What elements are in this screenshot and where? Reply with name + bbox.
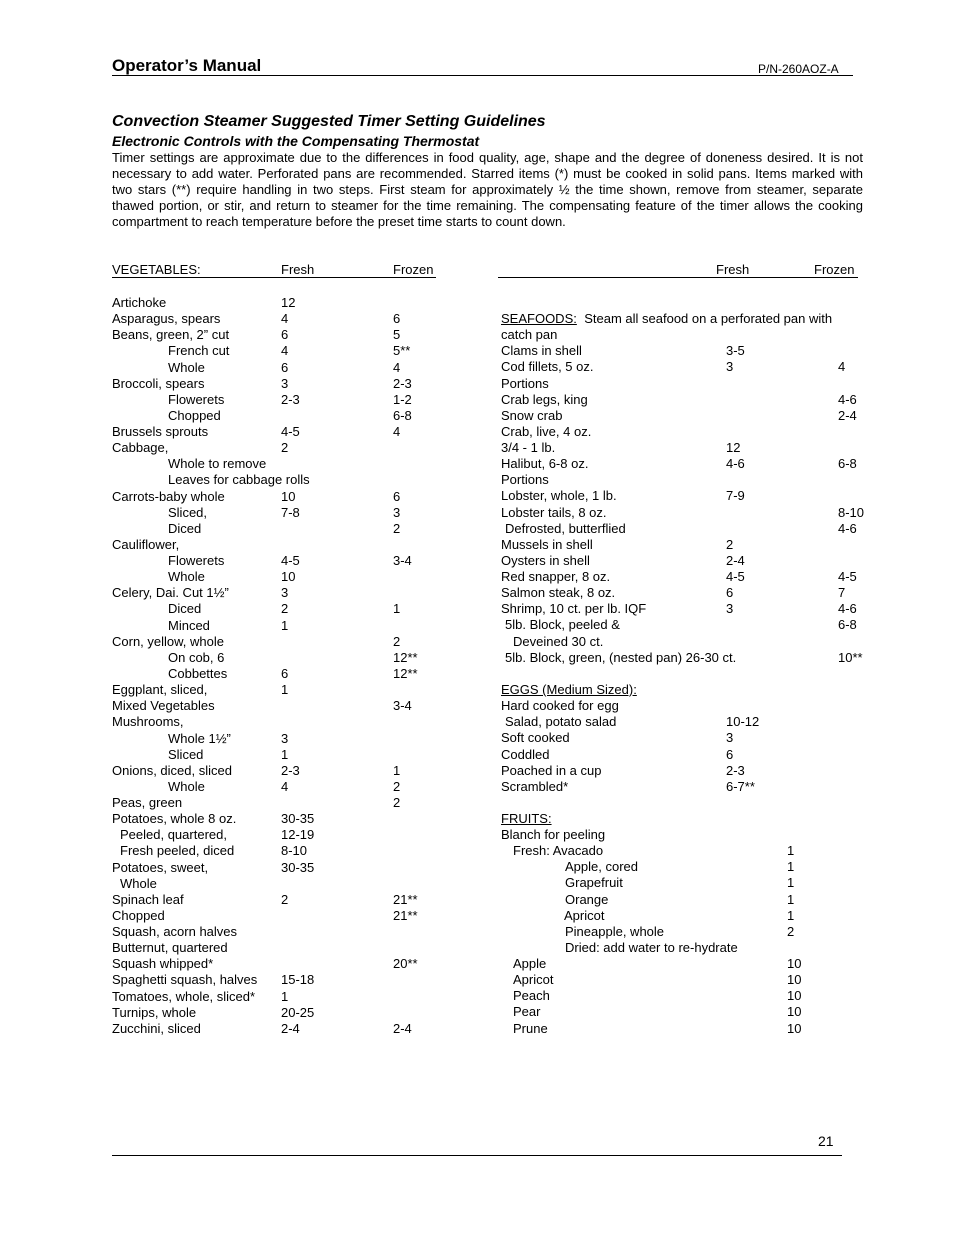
- table-row: [501, 730, 871, 746]
- item-name: Portions: [501, 375, 549, 391]
- fresh-time: 3: [281, 585, 289, 601]
- table-row: [112, 860, 452, 876]
- frozen-time: 21**: [393, 907, 418, 923]
- table-row: [112, 360, 452, 376]
- footer-rule: [112, 1155, 842, 1156]
- fresh-time: 6: [726, 585, 734, 601]
- item-name: On cob, 6: [168, 649, 225, 665]
- item-name: Celery, Dai. Cut 1½”: [112, 585, 229, 601]
- item-name: Snow crab: [501, 407, 563, 423]
- frozen-time: 2: [393, 795, 401, 811]
- frozen-time: 4: [393, 424, 401, 440]
- item-name: Cobbettes: [168, 665, 228, 681]
- frozen-time: 6: [393, 488, 401, 504]
- table-row: [501, 456, 871, 472]
- fruit-time: 10: [787, 1004, 802, 1020]
- frozen-time: 12**: [393, 649, 418, 665]
- frozen-time: 12**: [393, 665, 418, 681]
- frozen-time: 5: [393, 327, 401, 343]
- table-row: [112, 763, 452, 779]
- item-name: Diced: [168, 601, 202, 617]
- item-name: Peas, green: [112, 795, 183, 811]
- item-name: Zucchini, sliced: [112, 1020, 201, 1036]
- fresh-time: 2-3: [726, 762, 745, 778]
- item-name: Potatoes, whole 8 oz.: [112, 811, 237, 827]
- fresh-time: 4: [281, 311, 289, 327]
- table-row: [501, 327, 871, 343]
- fresh-time: 3: [726, 359, 734, 375]
- fresh-time: 1: [281, 617, 289, 633]
- item-name: Squash, acorn halves: [112, 924, 238, 940]
- item-name: Soft cooked: [501, 730, 570, 746]
- fresh-time: 3: [726, 730, 734, 746]
- table-row: [112, 440, 452, 456]
- fruit-time: 10: [787, 972, 802, 988]
- item-name: Lobster, whole, 1 lb.: [501, 488, 617, 504]
- item-name: Scrambled*: [501, 778, 569, 794]
- item-name: Flowerets: [168, 391, 225, 407]
- frozen-time: 2: [393, 520, 401, 536]
- item-name: Crab legs, king: [501, 391, 588, 407]
- item-name: Broccoli, spears: [112, 375, 205, 391]
- frozen-time: 6-8: [838, 456, 857, 472]
- fruit-name: Pear: [513, 1004, 541, 1020]
- frozen-time: 4-6: [838, 520, 857, 536]
- table-row: [112, 940, 452, 956]
- frozen-time: 6: [393, 311, 401, 327]
- fruit-time: 1: [787, 843, 795, 859]
- frozen-time: 1: [393, 762, 401, 778]
- list-item: [501, 843, 801, 859]
- fresh-time: 10-12: [726, 714, 760, 730]
- fruit-time: 10: [787, 988, 802, 1004]
- item-name: Eggplant, sliced,: [112, 682, 208, 698]
- fresh-time: 4-6: [726, 456, 745, 472]
- item-name: Spaghetti squash, halves: [112, 972, 258, 988]
- fresh-time: 3-5: [726, 343, 745, 359]
- item-name: Halibut, 6-8 oz.: [501, 456, 589, 472]
- fruit-name: Fresh: Avacado: [513, 843, 604, 859]
- item-name: SEAFOODS:: [501, 311, 577, 326]
- table-row: [501, 617, 871, 633]
- frozen-time: 3: [393, 504, 401, 520]
- table-row: [112, 779, 452, 795]
- table-row: [501, 585, 871, 601]
- vegetables-header: [112, 262, 442, 278]
- fruit-name: Apple: [513, 956, 547, 972]
- table-row: [112, 924, 452, 940]
- fresh-time: 30-35: [281, 811, 315, 827]
- table-row: [112, 714, 452, 730]
- item-name: Potatoes, sweet,: [112, 859, 209, 875]
- item-name: Mushrooms,: [112, 714, 184, 730]
- vegetables-heading: VEGETABLES:: [112, 262, 201, 277]
- item-name: Lobster tails, 8 oz.: [501, 504, 607, 520]
- frozen-time: 5**: [393, 343, 411, 359]
- table-row: [112, 1021, 452, 1037]
- table-row: [112, 989, 452, 1005]
- item-name: Whole 1½”: [168, 730, 231, 746]
- fruit-name: Apricot: [564, 907, 605, 923]
- fresh-time: 2: [281, 440, 289, 456]
- fruit-time: 1: [787, 891, 795, 907]
- fresh-time: 12: [726, 440, 741, 456]
- item-name: Whole: [120, 875, 157, 891]
- frozen-time: 20**: [393, 956, 418, 972]
- frozen-time: 2: [393, 633, 401, 649]
- table-row: [501, 311, 871, 327]
- table-row: [112, 311, 452, 327]
- table-row: [112, 392, 452, 408]
- table-row: [112, 521, 452, 537]
- list-item: [501, 827, 801, 843]
- fruit-name: Dried: add water to re-hydrate: [565, 939, 738, 955]
- item-name: Diced: [168, 520, 202, 536]
- item-name: catch pan: [501, 327, 558, 343]
- intro-text: Timer settings are approximate due to the differences in food quality, age, shape and the degree of doneness desired. It is not necessary to add water. Perforated pans are recommended. Starred items (*) must be cooked in solid pans. Items marked with two stars (**) require handling in two steps. First steam for approximately ½ the time shown, remove from steamer, separate thawed portion, or stir, and return to steamer for the time remaining. The compensating feature of the timer allows the cooking compartment to reach temperature before the preset time starts to count down.: [112, 150, 863, 230]
- fresh-time: 2: [281, 601, 289, 617]
- fresh-time: 10: [281, 569, 296, 585]
- table-row: [112, 376, 452, 392]
- fresh-time: 10: [281, 488, 296, 504]
- table-row: [112, 585, 452, 601]
- table-row: [112, 327, 452, 343]
- item-name: Oysters in shell: [501, 552, 590, 568]
- part-number: P/N-260AOZ-A: [758, 62, 839, 76]
- frozen-time: 2-3: [393, 375, 412, 391]
- table-row: [112, 843, 452, 859]
- fruit-name: Blanch for peeling: [501, 827, 606, 842]
- table-row: [501, 359, 871, 375]
- list-item: [501, 988, 801, 1004]
- list-item: [501, 972, 801, 988]
- item-name: Whole to remove: [168, 456, 267, 472]
- item-name: Defrosted, butterflied: [505, 520, 626, 536]
- item-name: Tomatoes, whole, sliced*: [112, 988, 256, 1004]
- item-name: Cod fillets, 5 oz.: [501, 359, 594, 375]
- vegetables-header-rule: [112, 277, 436, 278]
- item-name: Shrimp, 10 ct. per lb. IQF: [501, 601, 647, 617]
- table-row: [501, 666, 871, 682]
- table-row: [112, 876, 452, 892]
- fresh-time: 3: [281, 375, 289, 391]
- table-row: [501, 795, 871, 811]
- fresh-time: 3: [281, 730, 289, 746]
- table-row: [112, 827, 452, 843]
- item-name: Leaves for cabbage rolls: [168, 472, 310, 488]
- item-name: Chopped: [112, 907, 165, 923]
- item-name: EGGS (Medium Sized):: [501, 681, 637, 697]
- fresh-time: 4-5: [726, 569, 745, 585]
- item-name: Whole: [168, 778, 205, 794]
- fruit-time: 10: [787, 1020, 802, 1036]
- table-row: [501, 569, 871, 585]
- fresh-time: 1: [281, 988, 289, 1004]
- table-row: [501, 376, 871, 392]
- fruit-name: Peach: [513, 988, 550, 1004]
- fresh-time: 6: [281, 327, 289, 343]
- list-item: [501, 859, 801, 875]
- table-row: [112, 553, 452, 569]
- section-subtitle: Electronic Controls with the Compensating Thermostat: [112, 133, 480, 149]
- table-row: [112, 892, 452, 908]
- table-row: [112, 537, 452, 553]
- table-row: [112, 956, 452, 972]
- list-item: [501, 875, 801, 891]
- frozen-col-header: Frozen: [393, 262, 434, 277]
- table-row: [112, 1005, 452, 1021]
- item-name: 5lb. Block, peeled &: [505, 617, 620, 633]
- right-fresh-col-header: Fresh: [716, 262, 750, 277]
- fresh-time: 8-10: [281, 843, 308, 859]
- table-row: [501, 488, 871, 504]
- item-name: Flowerets: [168, 553, 225, 569]
- frozen-time: 4: [838, 359, 846, 375]
- table-row: [112, 908, 452, 924]
- item-name: Whole: [168, 359, 205, 375]
- item-name: Coddled: [501, 746, 550, 762]
- frozen-time: 4: [393, 359, 401, 375]
- frozen-time: 2-4: [393, 1020, 412, 1036]
- fresh-time: 2: [281, 891, 289, 907]
- item-name: Cauliflower,: [112, 536, 180, 552]
- table-row: [112, 682, 452, 698]
- table-row: [501, 811, 871, 827]
- fresh-time: 15-18: [281, 972, 315, 988]
- item-name: Butternut, quartered: [112, 940, 228, 956]
- frozen-time: 21**: [393, 891, 418, 907]
- fresh-time: 6-7**: [726, 778, 755, 794]
- table-row: [112, 472, 452, 488]
- table-row: [112, 972, 452, 988]
- item-name: Squash whipped*: [112, 956, 214, 972]
- item-name: Poached in a cup: [501, 762, 602, 778]
- list-item: [501, 908, 801, 924]
- fresh-time: 4-5: [281, 553, 300, 569]
- heading-note: Steam all seafood on a perforated pan with: [577, 311, 833, 326]
- fresh-time: 12: [281, 295, 296, 310]
- table-row: [112, 650, 452, 666]
- fresh-time: 7-9: [726, 488, 745, 504]
- fresh-time: 1: [281, 682, 289, 698]
- item-name: Carrots-baby whole: [112, 488, 225, 504]
- fresh-time: 30-35: [281, 859, 315, 875]
- table-row: [112, 666, 452, 682]
- table-row: [501, 537, 871, 553]
- fruit-time: 10: [787, 956, 802, 972]
- table-row: [501, 343, 871, 359]
- item-name: Deveined 30 ct.: [513, 633, 604, 649]
- fruit-name: Grapefruit: [565, 875, 623, 891]
- list-item: [501, 924, 801, 940]
- table-row: [112, 456, 452, 472]
- item-name: Whole: [168, 569, 205, 585]
- table-row: [112, 618, 452, 634]
- item-name: Chopped: [168, 407, 221, 423]
- table-row: [501, 505, 871, 521]
- frozen-time: 10**: [838, 649, 863, 665]
- item-name: Spinach leaf: [112, 891, 184, 907]
- fruit-time: 1: [787, 907, 795, 923]
- fresh-time: 12-19: [281, 827, 315, 843]
- table-row: [501, 440, 871, 456]
- list-item: [501, 940, 801, 956]
- fresh-time: 2-4: [726, 552, 745, 568]
- item-name: French cut: [168, 343, 230, 359]
- list-item: [501, 892, 801, 908]
- right-table-header: [498, 262, 862, 278]
- section-title: Convection Steamer Suggested Timer Setting Guidelines: [112, 113, 546, 130]
- item-name: Onions, diced, sliced: [112, 762, 232, 778]
- item-name: Turnips, whole: [112, 1004, 197, 1020]
- table-row: [501, 747, 871, 763]
- table-row: [112, 408, 452, 424]
- table-row: [112, 424, 452, 440]
- right-frozen-col-header: Frozen: [814, 262, 855, 277]
- table-row: [112, 489, 452, 505]
- item-name: Red snapper, 8 oz.: [501, 569, 611, 585]
- table-row: [112, 295, 452, 311]
- fresh-time: 20-25: [281, 1004, 315, 1020]
- item-name: Mussels in shell: [501, 536, 593, 552]
- fresh-time: 4-5: [281, 424, 300, 440]
- right-header-rule: [498, 277, 858, 278]
- item-name: Corn, yellow, whole: [112, 633, 224, 649]
- fresh-time: 7-8: [281, 504, 300, 520]
- table-row: [112, 811, 452, 827]
- fresh-time: 2-3: [281, 391, 300, 407]
- fruit-time: 1: [787, 875, 795, 891]
- frozen-time: 2-4: [838, 407, 857, 423]
- fresh-time: 6: [281, 359, 289, 375]
- fruit-name: Prune: [513, 1020, 548, 1036]
- item-name: Salmon steak, 8 oz.: [501, 585, 616, 601]
- frozen-time: 2: [393, 778, 401, 794]
- item-name: FRUITS:: [501, 811, 552, 827]
- table-row: [501, 472, 871, 488]
- item-name: Hard cooked for egg: [501, 698, 619, 714]
- fresh-time: 6: [281, 665, 289, 681]
- frozen-time: 4-6: [838, 391, 857, 407]
- table-row: [501, 601, 871, 617]
- fresh-col-header: Fresh: [281, 262, 315, 277]
- table-row: [501, 392, 871, 408]
- header-rule: [112, 75, 853, 76]
- fresh-time: 3: [726, 601, 734, 617]
- table-row: [501, 682, 871, 698]
- table-row: [112, 601, 452, 617]
- table-row: [112, 343, 452, 359]
- table-row: [501, 698, 871, 714]
- table-row: [501, 424, 871, 440]
- item-name: 3/4 - 1 lb.: [501, 440, 556, 456]
- item-name: Mixed Vegetables: [112, 698, 215, 714]
- fresh-time: 4: [281, 343, 289, 359]
- fresh-time: 6: [726, 746, 734, 762]
- table-row: [501, 634, 871, 650]
- page-number: 21: [818, 1133, 834, 1149]
- frozen-time: 1: [393, 601, 401, 617]
- table-row: [112, 747, 452, 763]
- fruit-name: Pineapple, whole: [565, 923, 665, 939]
- intro-paragraph: [112, 150, 863, 230]
- item-name: Artichoke: [112, 295, 167, 310]
- table-row: [112, 569, 452, 585]
- fruit-time: 1: [787, 859, 795, 875]
- item-name: Cabbage,: [112, 440, 169, 456]
- table-row: [501, 763, 871, 779]
- frozen-time: 3-4: [393, 553, 412, 569]
- manual-title: Operator’s Manual: [112, 56, 262, 75]
- frozen-time: 6-8: [838, 617, 857, 633]
- item-name: Peeled, quartered,: [120, 827, 227, 843]
- frozen-time: 7: [838, 585, 846, 601]
- item-name: Minced: [168, 617, 210, 633]
- fresh-time: 1: [281, 746, 289, 762]
- item-name: Fresh peeled, diced: [120, 843, 235, 859]
- frozen-time: 6-8: [393, 407, 412, 423]
- item-name: Clams in shell: [501, 343, 582, 359]
- table-row: [112, 505, 452, 521]
- frozen-time: 1-2: [393, 391, 412, 407]
- table-row: [501, 650, 871, 666]
- table-row: [112, 731, 452, 747]
- item-name: Brussels sprouts: [112, 424, 209, 440]
- list-item: [501, 1021, 801, 1037]
- table-row: [112, 634, 452, 650]
- frozen-time: 4-6: [838, 601, 857, 617]
- table-row: [501, 779, 871, 795]
- table-row: [501, 553, 871, 569]
- fresh-time: 2-4: [281, 1020, 300, 1036]
- fresh-time: 2: [726, 536, 734, 552]
- frozen-time: 8-10: [838, 504, 865, 520]
- list-item: [501, 1004, 801, 1020]
- item-name: Sliced,: [168, 504, 208, 520]
- fresh-time: 2-3: [281, 762, 300, 778]
- item-name: Sliced: [168, 746, 204, 762]
- fruit-name: Apricot: [513, 972, 554, 988]
- frozen-time: 4-5: [838, 569, 857, 585]
- fruit-time: 2: [787, 923, 795, 939]
- list-item: [501, 956, 801, 972]
- item-name: Portions: [501, 472, 549, 488]
- item-name: Beans, green, 2” cut: [112, 327, 230, 343]
- fruit-name: Apple, cored: [565, 859, 638, 875]
- fruit-name: Orange: [565, 891, 609, 907]
- table-row: [112, 698, 452, 714]
- table-row: [501, 714, 871, 730]
- item-name: 5lb. Block, green, (nested pan) 26-30 ct.: [505, 649, 737, 665]
- item-name: Salad, potato salad: [505, 714, 617, 730]
- frozen-time: 3-4: [393, 698, 412, 714]
- table-row: [112, 795, 452, 811]
- item-name: Crab, live, 4 oz.: [501, 423, 592, 439]
- item-name: Asparagus, spears: [112, 311, 221, 327]
- table-row: [501, 408, 871, 424]
- table-row: [501, 521, 871, 537]
- fresh-time: 4: [281, 778, 289, 794]
